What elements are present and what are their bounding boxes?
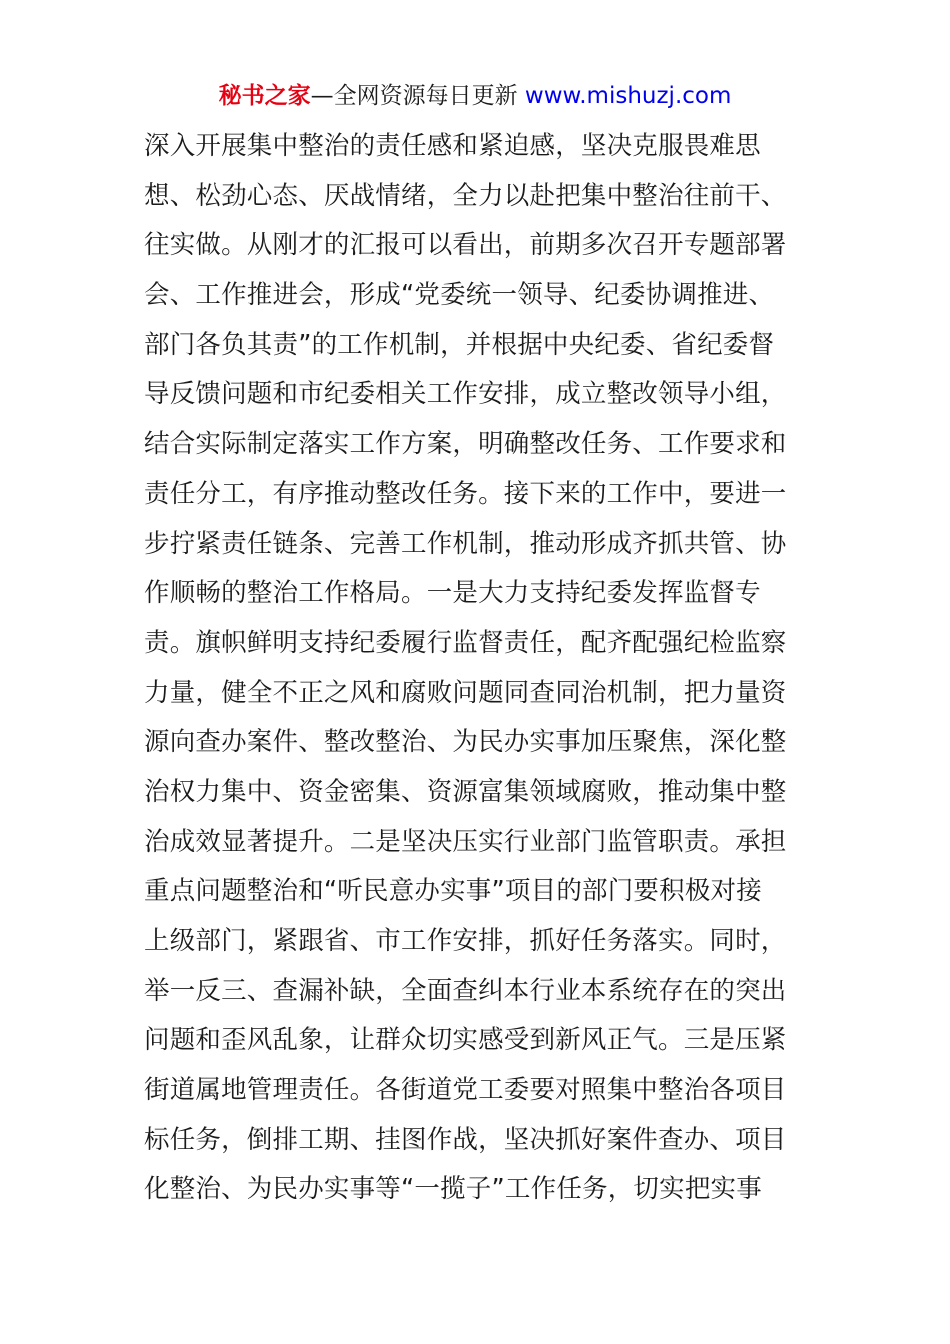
text-line: 责。旗帜鲜明支持纪委履行监督责任，配齐配强纪检监察 [144,627,787,658]
text-line: 会、工作推进会，形成“党委统一领导、纪委协调推进、 [144,280,775,311]
text-line: 部门各负其责”的工作机制，并根据中央纪委、省纪委督 [144,329,775,360]
text-line: 上级部门，紧跟省、市工作安排，抓好任务落实。同时， [144,926,787,956]
text-line: 治成效显著提升。二是坚决压实行业部门监管职责。承担 [144,826,787,857]
site-brand: 秘书之家 [218,83,311,109]
text-line: 力量，健全不正之风和腐败问题同查同治机制，把力量资 [144,677,787,708]
text-line: 想、松劲心态、厌战情绪，全力以赴把集中整治往前干、 [144,180,787,211]
text-line: 导反馈问题和市纪委相关工作安排，成立整改领导小组， [144,379,787,410]
text-line: 重点问题整治和“听民意办实事”项目的部门要积极对接 [144,876,762,907]
text-line: 化整治、为民办实事等“一揽子”工作任务，切实把实事 [144,1174,762,1205]
text-line: 标任务，倒排工期、挂图作战，坚决抓好案件查办、项目 [144,1124,787,1155]
text-line: 往实做。从刚才的汇报可以看出，前期多次召开专题部署 [144,230,787,261]
text-line: 结合实际制定落实工作方案，明确整改任务、工作要求和 [144,429,787,460]
site-tagline: —全网资源每日更新 [310,83,518,109]
text-line: 步拧紧责任链条、完善工作机制，推动形成齐抓共管、协 [144,528,787,559]
document-body [144,122,809,1215]
page-header [0,80,950,112]
text-line: 街道属地管理责任。各街道党工委要对照集中整治各项目 [144,1075,787,1106]
text-line: 问题和歪风乱象，让群众切实感受到新风正气。三是压紧 [144,1025,787,1056]
text-line: 作顺畅的整治工作格局。一是大力支持纪委发挥监督专 [144,578,761,609]
text-line: 源向查办案件、整改整治、为民办实事加压聚焦，深化整 [144,727,787,758]
site-url-link[interactable]: www.mishuzj.com [524,83,732,109]
text-line: 深入开展集中整治的责任感和紧迫感，坚决克服畏难思 [144,131,761,161]
text-line: 治权力集中、资金密集、资源富集领域腐败，推动集中整 [144,776,787,807]
text-line: 举一反三、查漏补缺，全面查纠本行业本系统存在的突出 [144,975,787,1006]
text-line: 责任分工，有序推动整改任务。接下来的工作中，要进一 [144,478,787,509]
